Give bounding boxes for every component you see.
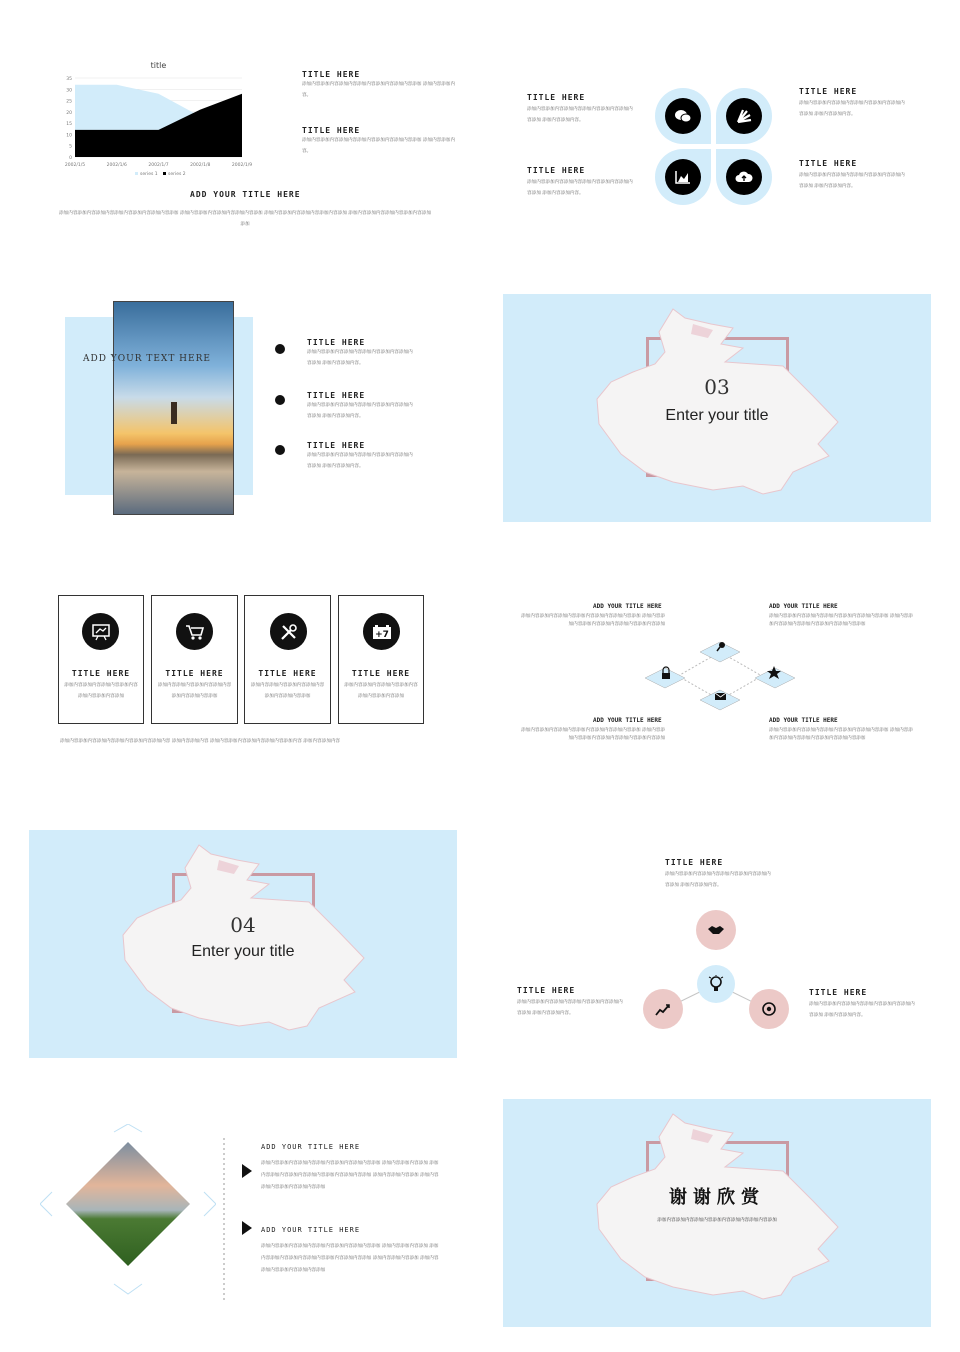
chart-bottom-title: ADD YOUR TITLE HERE [190, 190, 301, 199]
slide-petals [503, 60, 931, 230]
hub-left-title: TITLE HERE [517, 986, 576, 995]
arrow-icon [242, 1221, 252, 1235]
diamond-title-2: ADD YOUR TITLE HERE [769, 603, 838, 610]
jumping-person [171, 402, 177, 424]
hub-left-body: 添加内容添加内容添加内容添加内容添加内容添加内容添加 添加内容添加内容。 [517, 1000, 623, 1016]
lightbulb-icon [697, 965, 735, 1003]
photo-overlay-text: ADD YOUR TEXT HERE [83, 354, 211, 364]
petal-title-4: TITLE HERE [799, 159, 858, 168]
battery-icon [363, 613, 400, 650]
cards-footer: 添加内容添加内容添加内容添加内容添加内容添加内容 添加内容添加内容 添加内容添加内容添加内容添加内容添加内容 添加内容添加内容 [60, 739, 341, 744]
x-tick-label: 2002/1/5 [64, 163, 86, 168]
thanks-subtitle: 添加内容添加内容添加内容添加内容添加内容添加内容添加 [657, 1218, 777, 1223]
growth-chart-icon [643, 989, 683, 1029]
chart-title: title [150, 61, 167, 70]
y-tick-label: 30 [66, 88, 72, 94]
diamond-body-2: 添加内容添加内容添加内容添加内容添加内容添加内容添加 添加内容添加内容添加内容添加内容添加内容添加内容添加 [769, 614, 913, 627]
diamond-photo [40, 1124, 216, 1298]
slide-diamonds [503, 590, 931, 760]
photo-item-body-1: 添加内容添加内容添加内容添加内容添加内容添加内容添加 添加内容添加内容添加 添加内容添加内容添加内容添加内容添加内容添加内容添加 添加内容添加内容添加 添加内容添加内容添加内容添加内容添加 [261, 1161, 439, 1190]
card-title-4: TITLE HERE [351, 669, 411, 678]
bullet-title-2: TITLE HERE [307, 391, 366, 400]
photo-item-title-1: ADD YOUR TITLE HERE [261, 1143, 361, 1151]
bullet-dot-3 [275, 445, 285, 455]
target-icon [749, 989, 789, 1029]
bullet-dot-2 [275, 395, 285, 405]
cart-icon [176, 613, 213, 650]
diamond-body-1: 添加内容添加内容添加内容添加内容添加内容添加内容添加 添加内容添加内容添加内容添加内容添加内容添加内容添加 [521, 614, 665, 627]
diamond-body-4: 添加内容添加内容添加内容添加内容添加内容添加内容添加 添加内容添加内容添加内容添加内容添加内容添加内容添加 [769, 728, 913, 741]
photo-item-body-2: 添加内容添加内容添加内容添加内容添加内容添加内容添加 添加内容添加内容添加 添加内容添加内容添加内容添加内容添加内容添加内容添加 添加内容添加内容添加 添加内容添加内容添加内容添加内容添加 [261, 1244, 439, 1273]
section-number: 04 [230, 913, 256, 937]
card-title-1: TITLE HERE [71, 669, 131, 678]
diamond-title-4: ADD YOUR TITLE HERE [769, 717, 838, 724]
handshake-icon [696, 910, 736, 950]
card-body-4: 添加内容添加内容添加内容添加内容添加内容添加内容添加 [344, 683, 418, 699]
hub-right-title: TITLE HERE [809, 988, 868, 997]
fan-icon [726, 98, 762, 134]
photo-item-title-2: ADD YOUR TITLE HERE [261, 1226, 361, 1234]
sky-photo [113, 301, 234, 515]
legend-swatch [135, 172, 138, 175]
x-tick-label: 2002/1/6 [106, 163, 127, 168]
legend-swatch [163, 172, 166, 175]
cloud-icon [726, 159, 762, 195]
chart-icon [665, 159, 701, 195]
y-tick-label: 35 [66, 77, 72, 82]
thanks-title: 谢谢欣赏 [669, 1187, 765, 1208]
y-tick-label: 5 [69, 144, 72, 150]
slide-section-04 [29, 830, 457, 1058]
bullet-dot-1 [275, 344, 285, 354]
arrow-icon [242, 1164, 252, 1178]
legend-label: series 2 [168, 172, 186, 177]
presentation-icon [82, 613, 119, 650]
petal-body-3: 添加内容添加内容添加内容添加内容添加内容添加内容添加 添加内容添加内容。 [799, 101, 905, 117]
chart-bottom-body: 添加内容添加内容添加内容添加内容添加内容添加内容添加 添加内容添加内容添加内容添加内容添加 添加内容添加内容添加内容添加内容添加 添加内容添加内容添加内容添加内容添加 添加 [59, 211, 431, 227]
bullet-body-3: 添加内容添加内容添加内容添加内容添加内容添加内容添加 添加内容添加内容。 [307, 453, 413, 469]
slide-thanks [503, 1099, 931, 1327]
slide-hub [503, 850, 931, 1040]
slide-diamond-photo [30, 1120, 460, 1300]
svg-text:+7: +7 [374, 629, 389, 640]
card-title-3: TITLE HERE [258, 669, 317, 678]
bullet-body-2: 添加内容添加内容添加内容添加内容添加内容添加内容添加 添加内容添加内容。 [307, 403, 413, 419]
chart-side-title-2: TITLE HERE [302, 126, 361, 135]
slide-section-03 [503, 294, 931, 522]
x-tick-label: 2002/1/7 [148, 163, 169, 168]
card-body-2: 添加内容添加内容添加内容添加内容添加内容添加内容添加 [157, 683, 232, 699]
chart-side-body-2: 添加内容添加内容添加内容添加内容添加内容添加内容添加 添加内容添加内容。 [302, 138, 456, 154]
x-tick-label: 2002/1/8 [190, 163, 211, 168]
y-tick-label: 20 [66, 110, 72, 116]
bullet-body-1: 添加内容添加内容添加内容添加内容添加内容添加内容添加 添加内容添加内容。 [307, 350, 413, 366]
mail-icon [715, 693, 726, 700]
tools-icon [270, 613, 307, 650]
bullet-title-3: TITLE HERE [307, 441, 366, 450]
diamond-graphic [643, 638, 798, 714]
petal-title-2: TITLE HERE [527, 166, 586, 175]
slide-cards [30, 580, 460, 760]
slide-photo-bullets [30, 290, 460, 530]
wechat-icon [665, 98, 701, 134]
slide-chart [30, 50, 460, 240]
diamond-title-1: ADD YOUR TITLE HERE [593, 603, 662, 610]
y-tick-label: 15 [66, 122, 72, 128]
dotted-divider [222, 1138, 226, 1300]
hub-top-title: TITLE HERE [665, 858, 724, 867]
x-tick-label: 2002/1/9 [231, 163, 253, 168]
legend-label: series 1 [140, 172, 158, 177]
card-body-3: 添加内容添加内容添加内容添加内容添加内容添加内容添加 [250, 683, 325, 699]
section-number: 03 [704, 375, 730, 399]
card-body-1: 添加内容添加内容添加内容添加内容添加内容添加内容添加 [64, 683, 138, 699]
chart-side-title-1: TITLE HERE [302, 70, 361, 79]
diamond-body-3: 添加内容添加内容添加内容添加内容添加内容添加内容添加 添加内容添加内容添加内容添加内容添加内容添加内容添加 [521, 728, 665, 741]
y-tick-label: 0 [69, 156, 72, 161]
petal-body-1: 添加内容添加内容添加内容添加内容添加内容添加内容添加 添加内容添加内容。 [527, 107, 633, 123]
section-title: Enter your title [191, 943, 295, 960]
chart-side-body-1: 添加内容添加内容添加内容添加内容添加内容添加内容添加 添加内容添加内容。 [302, 82, 456, 98]
petal-title-1: TITLE HERE [527, 93, 586, 102]
bullet-title-1: TITLE HERE [307, 338, 366, 347]
brush-splash [593, 1109, 843, 1319]
petal-title-3: TITLE HERE [799, 87, 858, 96]
area-chart [30, 50, 270, 190]
section-title: Enter your title [665, 407, 769, 424]
hub-right-body: 添加内容添加内容添加内容添加内容添加内容添加内容添加 添加内容添加内容。 [809, 1002, 915, 1018]
petal-body-2: 添加内容添加内容添加内容添加内容添加内容添加内容添加 添加内容添加内容。 [527, 180, 633, 196]
petal-body-4: 添加内容添加内容添加内容添加内容添加内容添加内容添加 添加内容添加内容。 [799, 173, 905, 189]
y-tick-label: 10 [66, 133, 72, 139]
y-tick-label: 25 [66, 99, 72, 105]
card-title-2: TITLE HERE [165, 669, 224, 678]
diamond-title-3: ADD YOUR TITLE HERE [593, 717, 662, 724]
hub-top-body: 添加内容添加内容添加内容添加内容添加内容添加内容添加 添加内容添加内容。 [665, 872, 771, 888]
